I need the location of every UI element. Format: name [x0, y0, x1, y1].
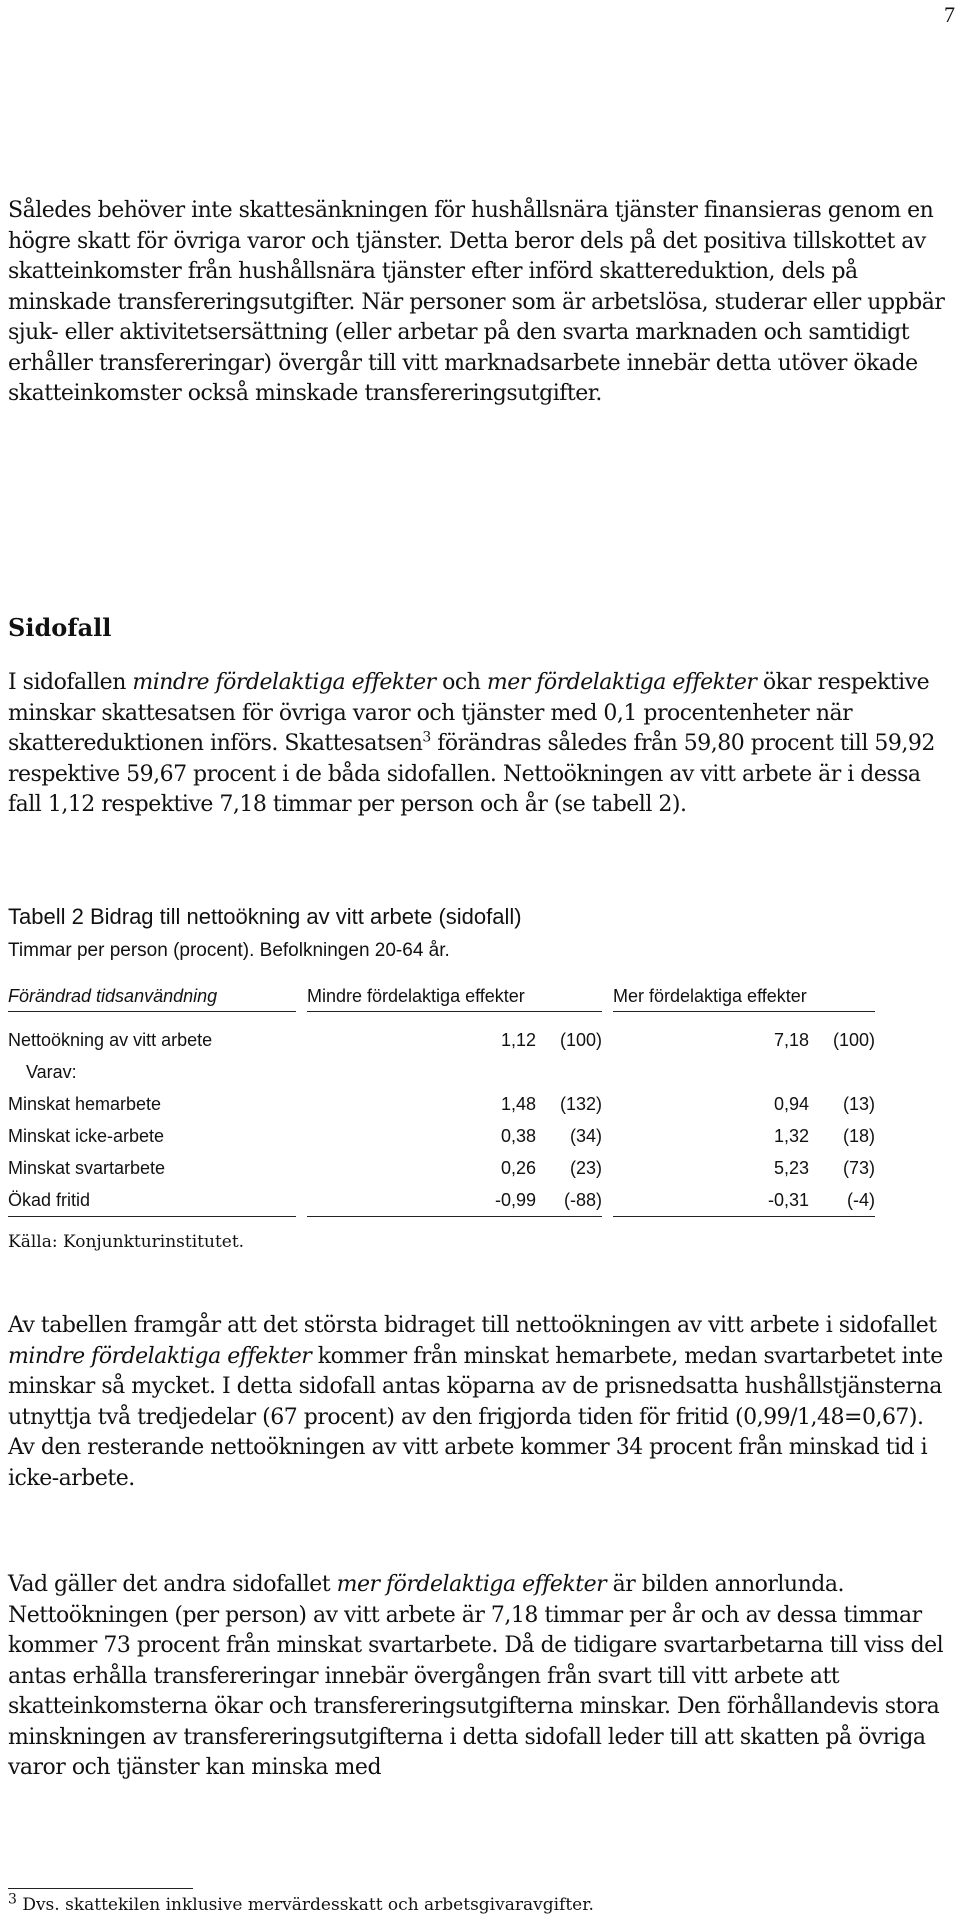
column-header: Mer fördelaktiga effekter: [613, 986, 875, 1012]
footnote: $^3$ Dvs. skattekilen inklusive mervärdesskatt och arbetsgivaravgifter.: [8, 1891, 594, 1915]
table-subtitle: Timmar per person (procent). Befolkningen 20-64 år.: [8, 940, 450, 961]
table-row: Ökad fritid -0,99 (-88) -0,31 (-4): [8, 1184, 875, 1217]
table-title: Tabell 2 Bidrag till nettoökning av vitt arbete (sidofall): [8, 904, 522, 929]
footnote-divider: [8, 1888, 193, 1889]
term-emphasis: mindre fördelaktiga effekter: [8, 1343, 312, 1369]
term-emphasis: mindre fördelaktiga effekter: [132, 670, 436, 695]
footnote-marker: 3: [8, 1891, 17, 1908]
paragraph-1: Således behöver inte skattesänkningen för hushållsnära tjänster finansieras genom en högre skatt för övriga varor och tjänster. Detta beror dels på det positiva tillskottet av skatteinkomster från hushållsnära tjänster efter införd skattereduktion, dels på minskade transfereringsutgifter. När personer som är arbetslösa, studerar eller uppbär sjuk- eller aktivitetsersättning (eller arbetar på den svarta marknaden och samtidigt erhåller transfereringar) övergår till vitt marknadsarbete innebär detta utöver ökade skatteinkomster också minskade transfereringsutgifter.: [8, 198, 945, 406]
paragraph-4: Vad gäller det andra sidofallet mer fördelaktiga effekter är bilden annorlunda. Nettoökningen (per person) av vitt arbete är 7,18 timmar per år och av dessa timmar kommer 73 procent från minskat svartarbete. Då de tidigare svartarbetarna till viss del antas erhålla transfereringar innebär övergången från svart till vitt arbete att skatteinkomsterna ökar och transfereringsutgifterna minskar. Den förhållandevis stora minskningen av transfereringsutgifterna i detta sidofall leder till att skatten på övriga varor och tjänster kan minska med: [8, 1572, 944, 1780]
table-header-row: [8, 986, 875, 1012]
page-number: 7: [944, 2, 955, 27]
table-source: Källa: Konjunkturinstitutet.: [8, 1232, 245, 1252]
term-emphasis: mer fördelaktiga effekter: [486, 670, 757, 695]
table-row: Minskat svartarbete 0,26 (23) 5,23 (73): [8, 1157, 875, 1178]
footnote-marker: 3: [422, 729, 431, 746]
term-emphasis: mer fördelaktiga effekter: [336, 1572, 607, 1597]
table-row: Minskat icke-arbete 0,38 (34) 1,32 (18): [8, 1125, 875, 1146]
section-heading: Sidofall: [8, 613, 112, 642]
paragraph-3: Av tabellen framgår att det största bidraget till nettoökningen av vitt arbete i sidofallet mindre fördelaktiga effekter kommer från minskat hemarbete, medan svartarbetet inte minskar så mycket. I detta sidofall antas köparna av de prisnedsatta hushållstjänsterna utnyttja två tredjedelar (67 procent) av den frigjorda tiden för fritid (0,99/1,48=0,67). Av den resterande nettoökningen av vitt arbete kommer 34 procent från minskad tid i icke-arbete.: [8, 1313, 943, 1491]
table-row: Varav:: [26, 1061, 77, 1082]
column-header: Förändrad tidsanvändning: [8, 986, 296, 1012]
data-table: [8, 986, 875, 1217]
column-header: Mindre fördelaktiga effekter: [307, 986, 602, 1012]
table-row: Minskat hemarbete 1,48 (132) 0,94 (13): [8, 1093, 875, 1114]
paragraph-2: I sidofallen mindre fördelaktiga effekter och mer fördelaktiga effekter ökar respektive minskar skattesatsen för övriga varor och tjänster med 0,1 procentenheter när skattereduktionen införs. Skattesatsen$^3$ förändras således från 59,80 procent till 59,92 respektive 59,67 procent i de båda sidofallen. Nettoökningen av vitt arbete är i dessa fall 1,12 respektive 7,18 timmar per person och år (se tabell 2).: [8, 670, 935, 817]
table-row: Nettoökning av vitt arbete 1,12 (100) 7,18 (100): [8, 1029, 875, 1050]
